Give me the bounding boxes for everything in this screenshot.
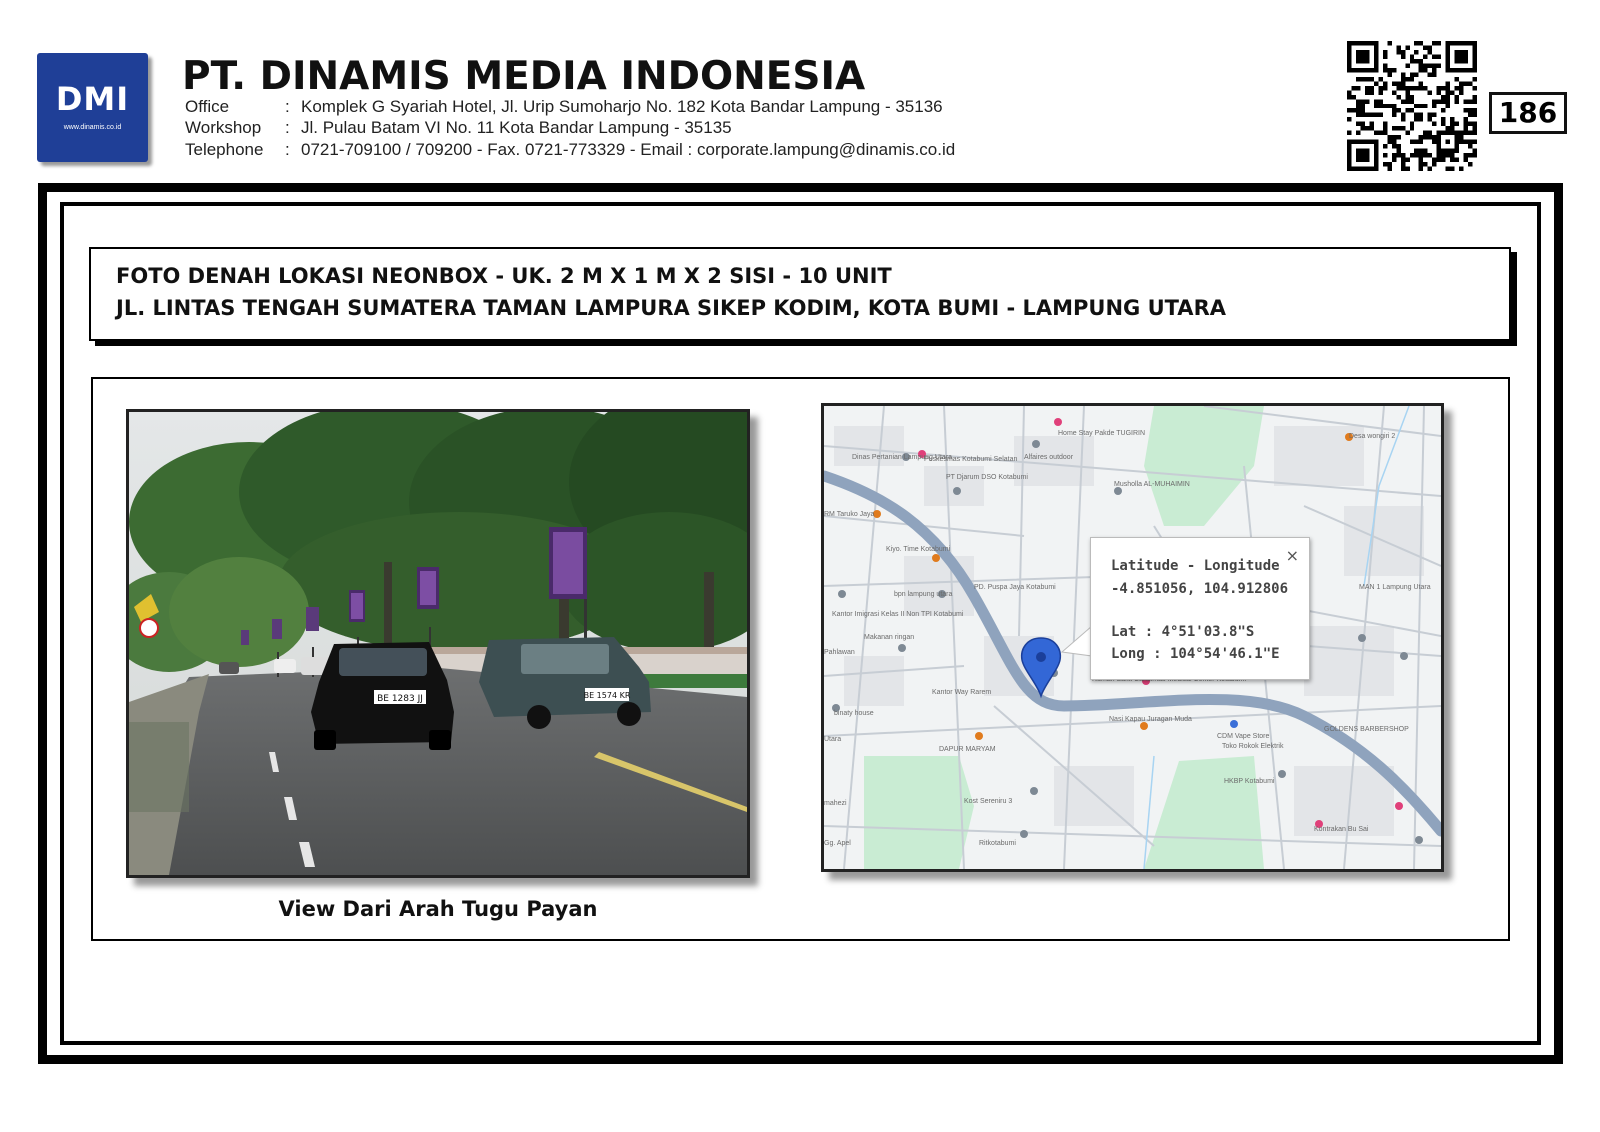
location-photo [126, 409, 750, 878]
telephone-sep: : [285, 140, 290, 159]
workshop-label: Workshop [185, 118, 262, 137]
map-label[interactable]: Kontrakan Bu Sai [1314, 826, 1369, 833]
qr-code[interactable] [1347, 41, 1477, 171]
street-photo-illustration [129, 412, 747, 875]
popup-latitude: Lat : 4°51'03.8"S [1111, 624, 1255, 640]
map-label[interactable]: Makanan ringan [864, 634, 915, 641]
workshop-row [185, 118, 732, 138]
map-label[interactable]: Nasi Kapau Juragan Muda [1109, 716, 1192, 723]
map-label[interactable]: bpn lampung utara [894, 591, 953, 598]
workshop-value: Jl. Pulau Batam VI No. 11 Kota Bandar Lampung - 35135 [301, 118, 732, 137]
map-label[interactable]: Musholla AL-MUHAIMIN [1114, 481, 1190, 488]
map-label[interactable]: Kantor Imigrasi Kelas II Non TPI Kotabumi [832, 611, 964, 618]
coordinate-popup [1090, 537, 1310, 680]
plate-1: BE 1283 JJ [377, 694, 423, 704]
plate-2: BE 1574 KR [583, 691, 631, 700]
office-value: Komplek G Syariah Hotel, Jl. Urip Sumoharjo No. 182 Kota Bandar Lampung - 35136 [301, 97, 943, 116]
map-label[interactable]: Toko Rokok Elektrik [1222, 743, 1284, 750]
map-label[interactable]: HKBP Kotabumi [1224, 778, 1275, 785]
page-number: 186 [1489, 92, 1567, 134]
map-label[interactable]: Ritkotabumi [979, 840, 1016, 847]
office-row [185, 97, 943, 117]
map-label[interactable]: Kiyo. Time Kotabumi [886, 546, 951, 553]
close-icon[interactable]: × [1285, 546, 1299, 565]
map-label[interactable]: DAPUR MARYAM [939, 746, 996, 753]
map-label[interactable]: mahezi [824, 800, 847, 807]
office-label: Office [185, 97, 230, 116]
map-label[interactable]: Utara [824, 736, 842, 743]
photo-caption: View Dari Arah Tugu Payan [278, 897, 598, 921]
logo-url: www.dinamis.co.id [63, 124, 122, 131]
title-box [89, 247, 1511, 341]
title-line-2: JL. LINTAS TENGAH SUMATERA TAMAN LAMPURA SIKEP KODIM, KOTA BUMI - LAMPUNG UTARA [116, 296, 1226, 320]
map-label[interactable]: RM Taruko Jaya [824, 511, 875, 518]
workshop-sep: : [285, 118, 290, 137]
company-logo [37, 53, 148, 162]
telephone-label: Telephone [185, 140, 264, 159]
map-label[interactable]: Desa wongiri 2 [1349, 433, 1396, 440]
map-label[interactable]: Dinas Pertanian Lampung Utara [852, 454, 953, 461]
map-label[interactable]: Home Stay Pakde TUGIRIN [1058, 430, 1146, 437]
map-label[interactable]: MAN 1 Lampung Utara [1359, 584, 1431, 591]
telephone-row [185, 140, 955, 160]
black-car [311, 642, 454, 750]
company-name: PT. DINAMIS MEDIA INDONESIA [182, 54, 866, 99]
map-label[interactable]: PT Djarum DSO Kotabumi [946, 474, 1028, 481]
map-label[interactable]: Pahlawan [824, 649, 855, 656]
title-line-1: FOTO DENAH LOKASI NEONBOX - UK. 2 M X 1 M X 2 SISI - 10 UNIT [116, 264, 892, 288]
popup-decimal-coords: -4.851056, 104.912806 [1111, 581, 1289, 597]
map-label[interactable]: Puskesmas Kotabumi Selatan [924, 456, 1018, 463]
map-label[interactable]: CDM Vape Store [1217, 733, 1270, 740]
logo-text: DMI [55, 80, 130, 118]
office-sep: : [285, 97, 290, 116]
telephone-value: 0721-709100 / 709200 - Fax. 0721-773329 - Email : corporate.lampung@dinamis.co.id [301, 140, 956, 159]
map-label[interactable]: GOLDENS BARBERSHOP [1324, 726, 1409, 733]
popup-longitude: Long : 104°54'46.1"E [1111, 646, 1280, 662]
map-label[interactable]: binaty house [834, 710, 874, 717]
map-label[interactable]: PD. Puspa Jaya Kotabumi [974, 584, 1056, 591]
map-label[interactable]: Kantor Way Rarem [932, 689, 992, 696]
map-label[interactable]: Kost Sereniru 3 [964, 798, 1013, 805]
map-label[interactable]: Alfaires outdoor [1024, 454, 1074, 461]
map-label[interactable]: Gg. Apel [824, 840, 851, 847]
popup-title: Latitude - Longitude [1111, 558, 1280, 574]
